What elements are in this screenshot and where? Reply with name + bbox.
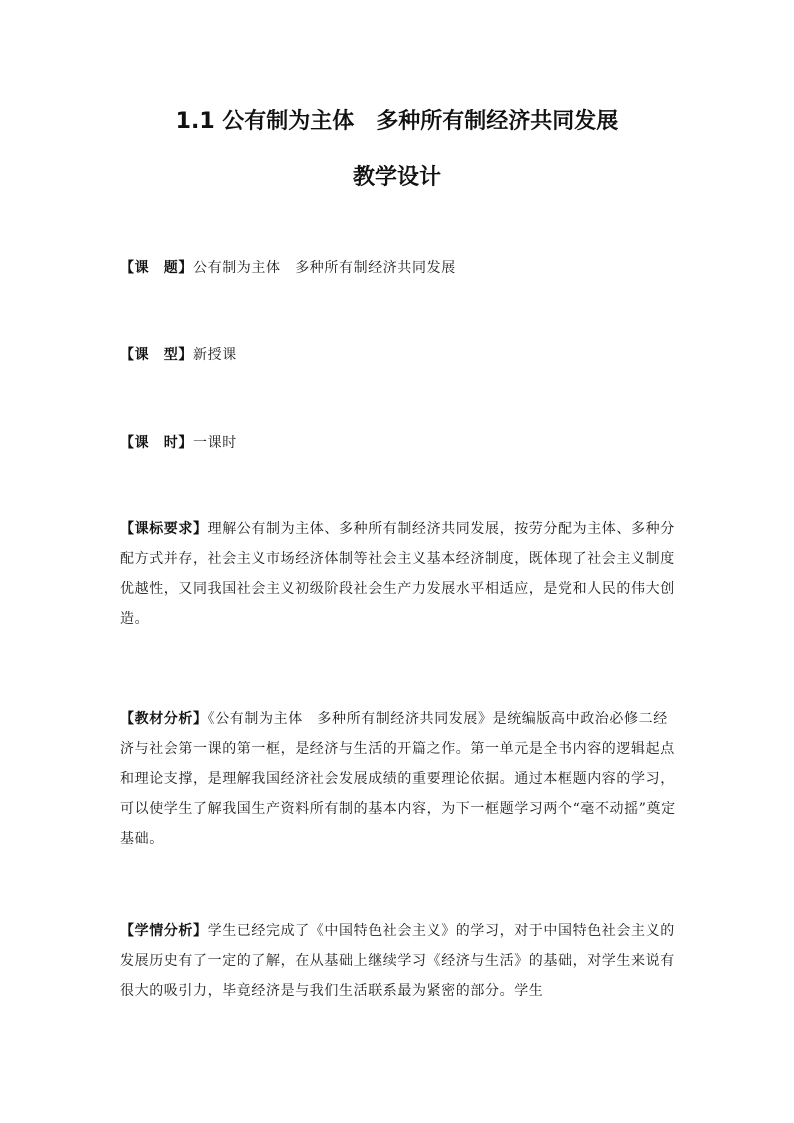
textbook-analysis-text: 《公有制为主体 多种所有制经济共同发展》是统编版高中政治必修二经济与社会第一课的第一框，是经济与生活的开篇之作。第一单元是全书内容的逻辑起点和理论支撑，是理解我国经济社会发展成绩的重要理论依据。通过本框题内容的学习，可以使学生了解我国生产资料所有制的基本内容，为下一框题学习两个“毫不动摇”奠定基础。 <box>120 711 676 847</box>
student-analysis-section <box>120 916 676 1006</box>
curriculum-standard-text: 理解公有制为主体、多种所有制经济共同发展，按劳分配为主体、多种分配方式并存，社会主义市场经济体制等社会主义基本经济制度，既体现了社会主义制度优越性，又同我国社会主义初级阶段社会生产力发展水平相适应，是党和人民的伟大创造。 <box>120 521 675 627</box>
document-title: 1.1 公有制为主体 多种所有制经济共同发展 <box>175 109 619 134</box>
document-subtitle: 教学设计 <box>352 165 441 190</box>
student-analysis-text: 学生已经完成了《中国特色社会主义》的学习，对于中国特色社会主义的发展历史有了一定的了解，在从基础上继续学习《经济与生活》的基础，对学生来说有很大的吸引力，毕竟经济是与我们生活联系最为紧密的部分。学生 <box>120 923 675 999</box>
textbook-analysis-section <box>120 704 676 854</box>
topic-text: 公有制为主体 多种所有制经济共同发展 <box>193 260 456 276</box>
lesson-type-label: 【课 型】 <box>120 347 193 363</box>
topic-label: 【课 题】 <box>120 260 193 276</box>
curriculum-standard-section <box>120 514 676 634</box>
student-analysis-label: 【学情分析】 <box>120 923 208 939</box>
class-hours-label: 【课 时】 <box>120 435 193 451</box>
class-hours-section <box>120 428 676 458</box>
textbook-analysis-label: 【教材分析】 <box>120 711 208 727</box>
lesson-type-section <box>120 340 676 370</box>
topic-section <box>120 253 676 283</box>
class-hours-text: 一课时 <box>193 435 237 451</box>
curriculum-standard-label: 【课标要求】 <box>120 521 208 537</box>
lesson-type-text: 新授课 <box>193 347 237 363</box>
